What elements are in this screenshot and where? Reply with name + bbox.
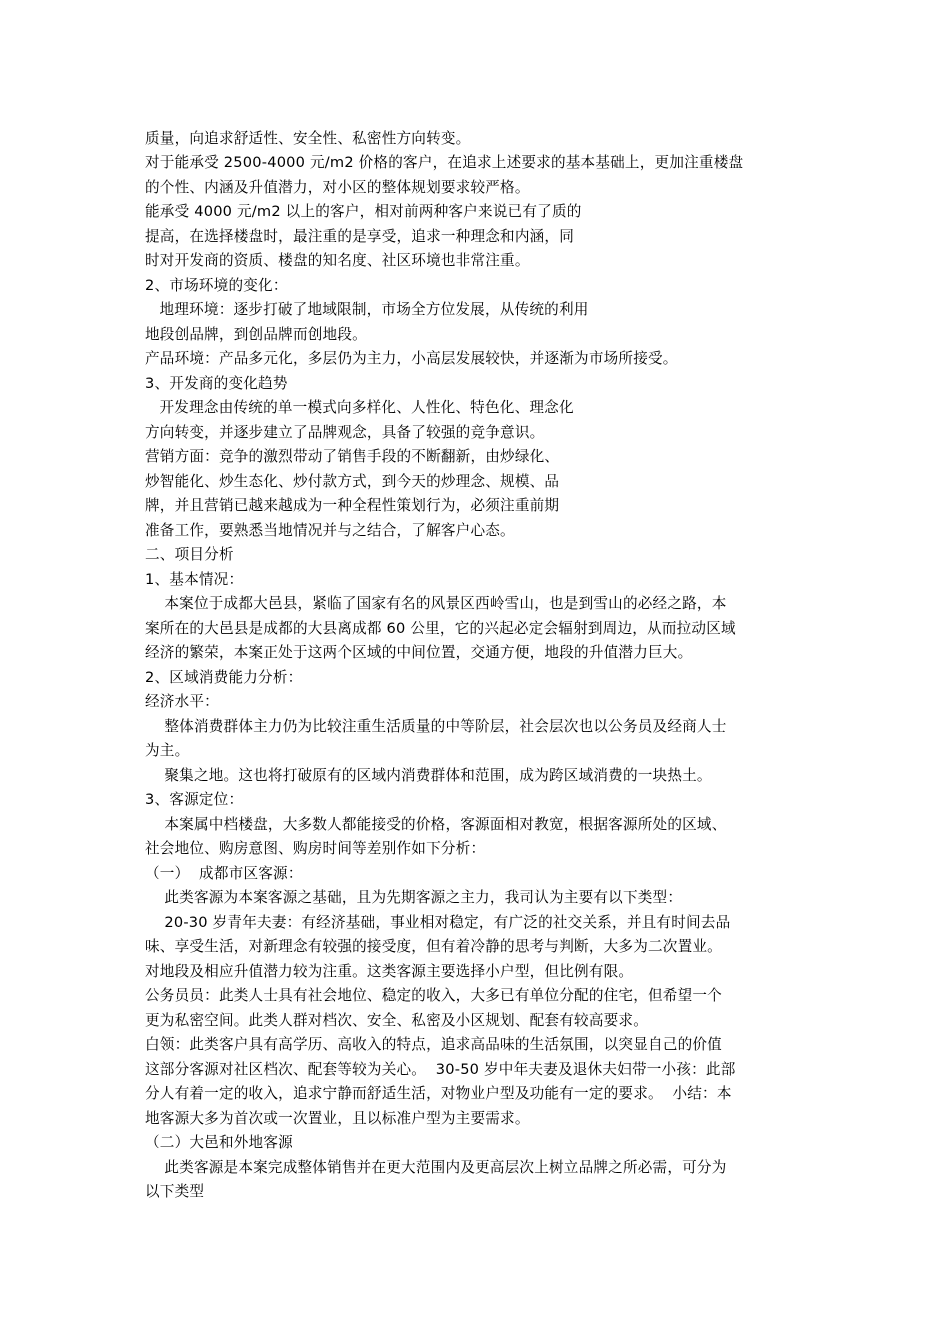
text-line: 提高，在选择楼盘时，最注重的是享受，追求一种理念和内涵，同 — [145, 228, 575, 245]
text-line: 这部分客源对社区档次、配套等较为关心。 30-50 岁中年夫妻及退休夫妇带一小孩：此部 — [145, 1061, 736, 1078]
text-line: 准备工作，要熟悉当地情况并与之结合，了解客户心态。 — [145, 522, 515, 539]
text-line: 此类客源是本案完成整体销售并在更大范围内及更高层次上树立品牌之所必需，可分为 — [145, 1159, 727, 1176]
text-line: 对于能承受 2500-4000 元/m2 价格的客户，在追求上述要求的基本基础上，更加注重楼盘 — [145, 154, 744, 171]
text-line: 聚集之地。这也将打破原有的区域内消费群体和范围，成为跨区域消费的一块热土。 — [145, 767, 712, 784]
text-line: 本案属中档楼盘，大多数人都能接受的价格，客源面相对教宽，根据客源所处的区域、 — [145, 816, 727, 833]
text-line: 产品环境：产品多元化，多层仍为主力，小高层发展较快，并逐渐为市场所接受。 — [145, 350, 678, 367]
section-heading: 二、项目分析 — [145, 546, 234, 563]
section-heading: 1、基本情况： — [145, 571, 244, 588]
text-line: 地段创品牌，到创品牌而创地段。 — [145, 326, 367, 343]
text-line: 更为私密空间。此类人群对档次、安全、私密及小区规划、配套有较高要求。 — [145, 1012, 648, 1029]
text-line: 案所在的大邑县是成都的大县离成都 60 公里，它的兴起必定会辐射到周边，从而拉动区域 — [145, 620, 736, 637]
text-line: 整体消费群体主力仍为比较注重生活质量的中等阶层，社会层次也以公务员及经商人士 — [145, 718, 727, 735]
section-heading: （二）大邑和外地客源 — [145, 1134, 293, 1151]
text-line: 地理环境：逐步打破了地域限制，市场全方位发展，从传统的利用 — [145, 301, 589, 318]
text-line: 公务员员：此类人士具有社会地位、稳定的收入，大多已有单位分配的住宅，但希望一个 — [145, 987, 722, 1004]
text-line: 20-30 岁青年夫妻：有经济基础，事业相对稳定，有广泛的社交关系，并且有时间去品 — [145, 914, 731, 931]
text-line: 营销方面：竞争的激烈带动了销售手段的不断翻新，由炒绿化、 — [145, 448, 560, 465]
text-line: 时对开发商的资质、楼盘的知名度、社区环境也非常注重。 — [145, 252, 530, 269]
text-line: 以下类型 — [145, 1183, 205, 1200]
text-line: 此类客源为本案客源之基础，且为先期客源之主力，我司认为主要有以下类型： — [145, 889, 683, 906]
section-heading: 2、市场环境的变化： — [145, 277, 288, 294]
text-line: 为主。 — [145, 742, 190, 759]
text-line: 牌，并且营销已越来越成为一种全程性策划行为，必须注重前期 — [145, 497, 560, 514]
text-line: 方向转变，并逐步建立了品牌观念，具备了较强的竞争意识。 — [145, 424, 545, 441]
section-heading: 3、客源定位： — [145, 791, 244, 808]
text-line: 的个性、内涵及升值潜力，对小区的整体规划要求较严格。 — [145, 179, 530, 196]
text-line: 本案位于成都大邑县，紧临了国家有名的风景区西岭雪山，也是到雪山的必经之路，本 — [145, 595, 727, 612]
section-heading: 3、开发商的变化趋势 — [145, 375, 288, 392]
text-line: 能承受 4000 元/m2 以上的客户，相对前两种客户来说已有了质的 — [145, 203, 582, 220]
text-line: 白领：此类客户具有高学历、高收入的特点，追求高品味的生活氛围，以突显自己的价值 — [145, 1036, 722, 1053]
text-line: 经济水平： — [145, 693, 219, 710]
text-line: 地客源大多为首次或一次置业，且以标准户型为主要需求。 — [145, 1110, 530, 1127]
text-line: 质量，向追求舒适性、安全性、私密性方向转变。 — [145, 130, 471, 147]
section-heading: （一） 成都市区客源： — [145, 865, 303, 882]
text-line: 经济的繁荣，本案正处于这两个区域的中间位置，交通方便，地段的升值潜力巨大。 — [145, 644, 693, 661]
text-line: 分人有着一定的收入，追求宁静而舒适生活，对物业户型及功能有一定的要求。 小结：本 — [145, 1085, 732, 1102]
text-line: 味、享受生活，对新理念有较强的接受度，但有着冷静的思考与判断，大多为二次置业。 — [145, 938, 722, 955]
text-line: 对地段及相应升值潜力较为注重。这类客源主要选择小户型，但比例有限。 — [145, 963, 634, 980]
text-line: 开发理念由传统的单一模式向多样化、人性化、特色化、理念化 — [145, 399, 574, 416]
text-line: 社会地位、购房意图、购房时间等差别作如下分析： — [145, 840, 486, 857]
section-heading: 2、区域消费能力分析： — [145, 669, 303, 686]
text-line: 炒智能化、炒生态化、炒付款方式，到今天的炒理念、规模、品 — [145, 473, 560, 490]
